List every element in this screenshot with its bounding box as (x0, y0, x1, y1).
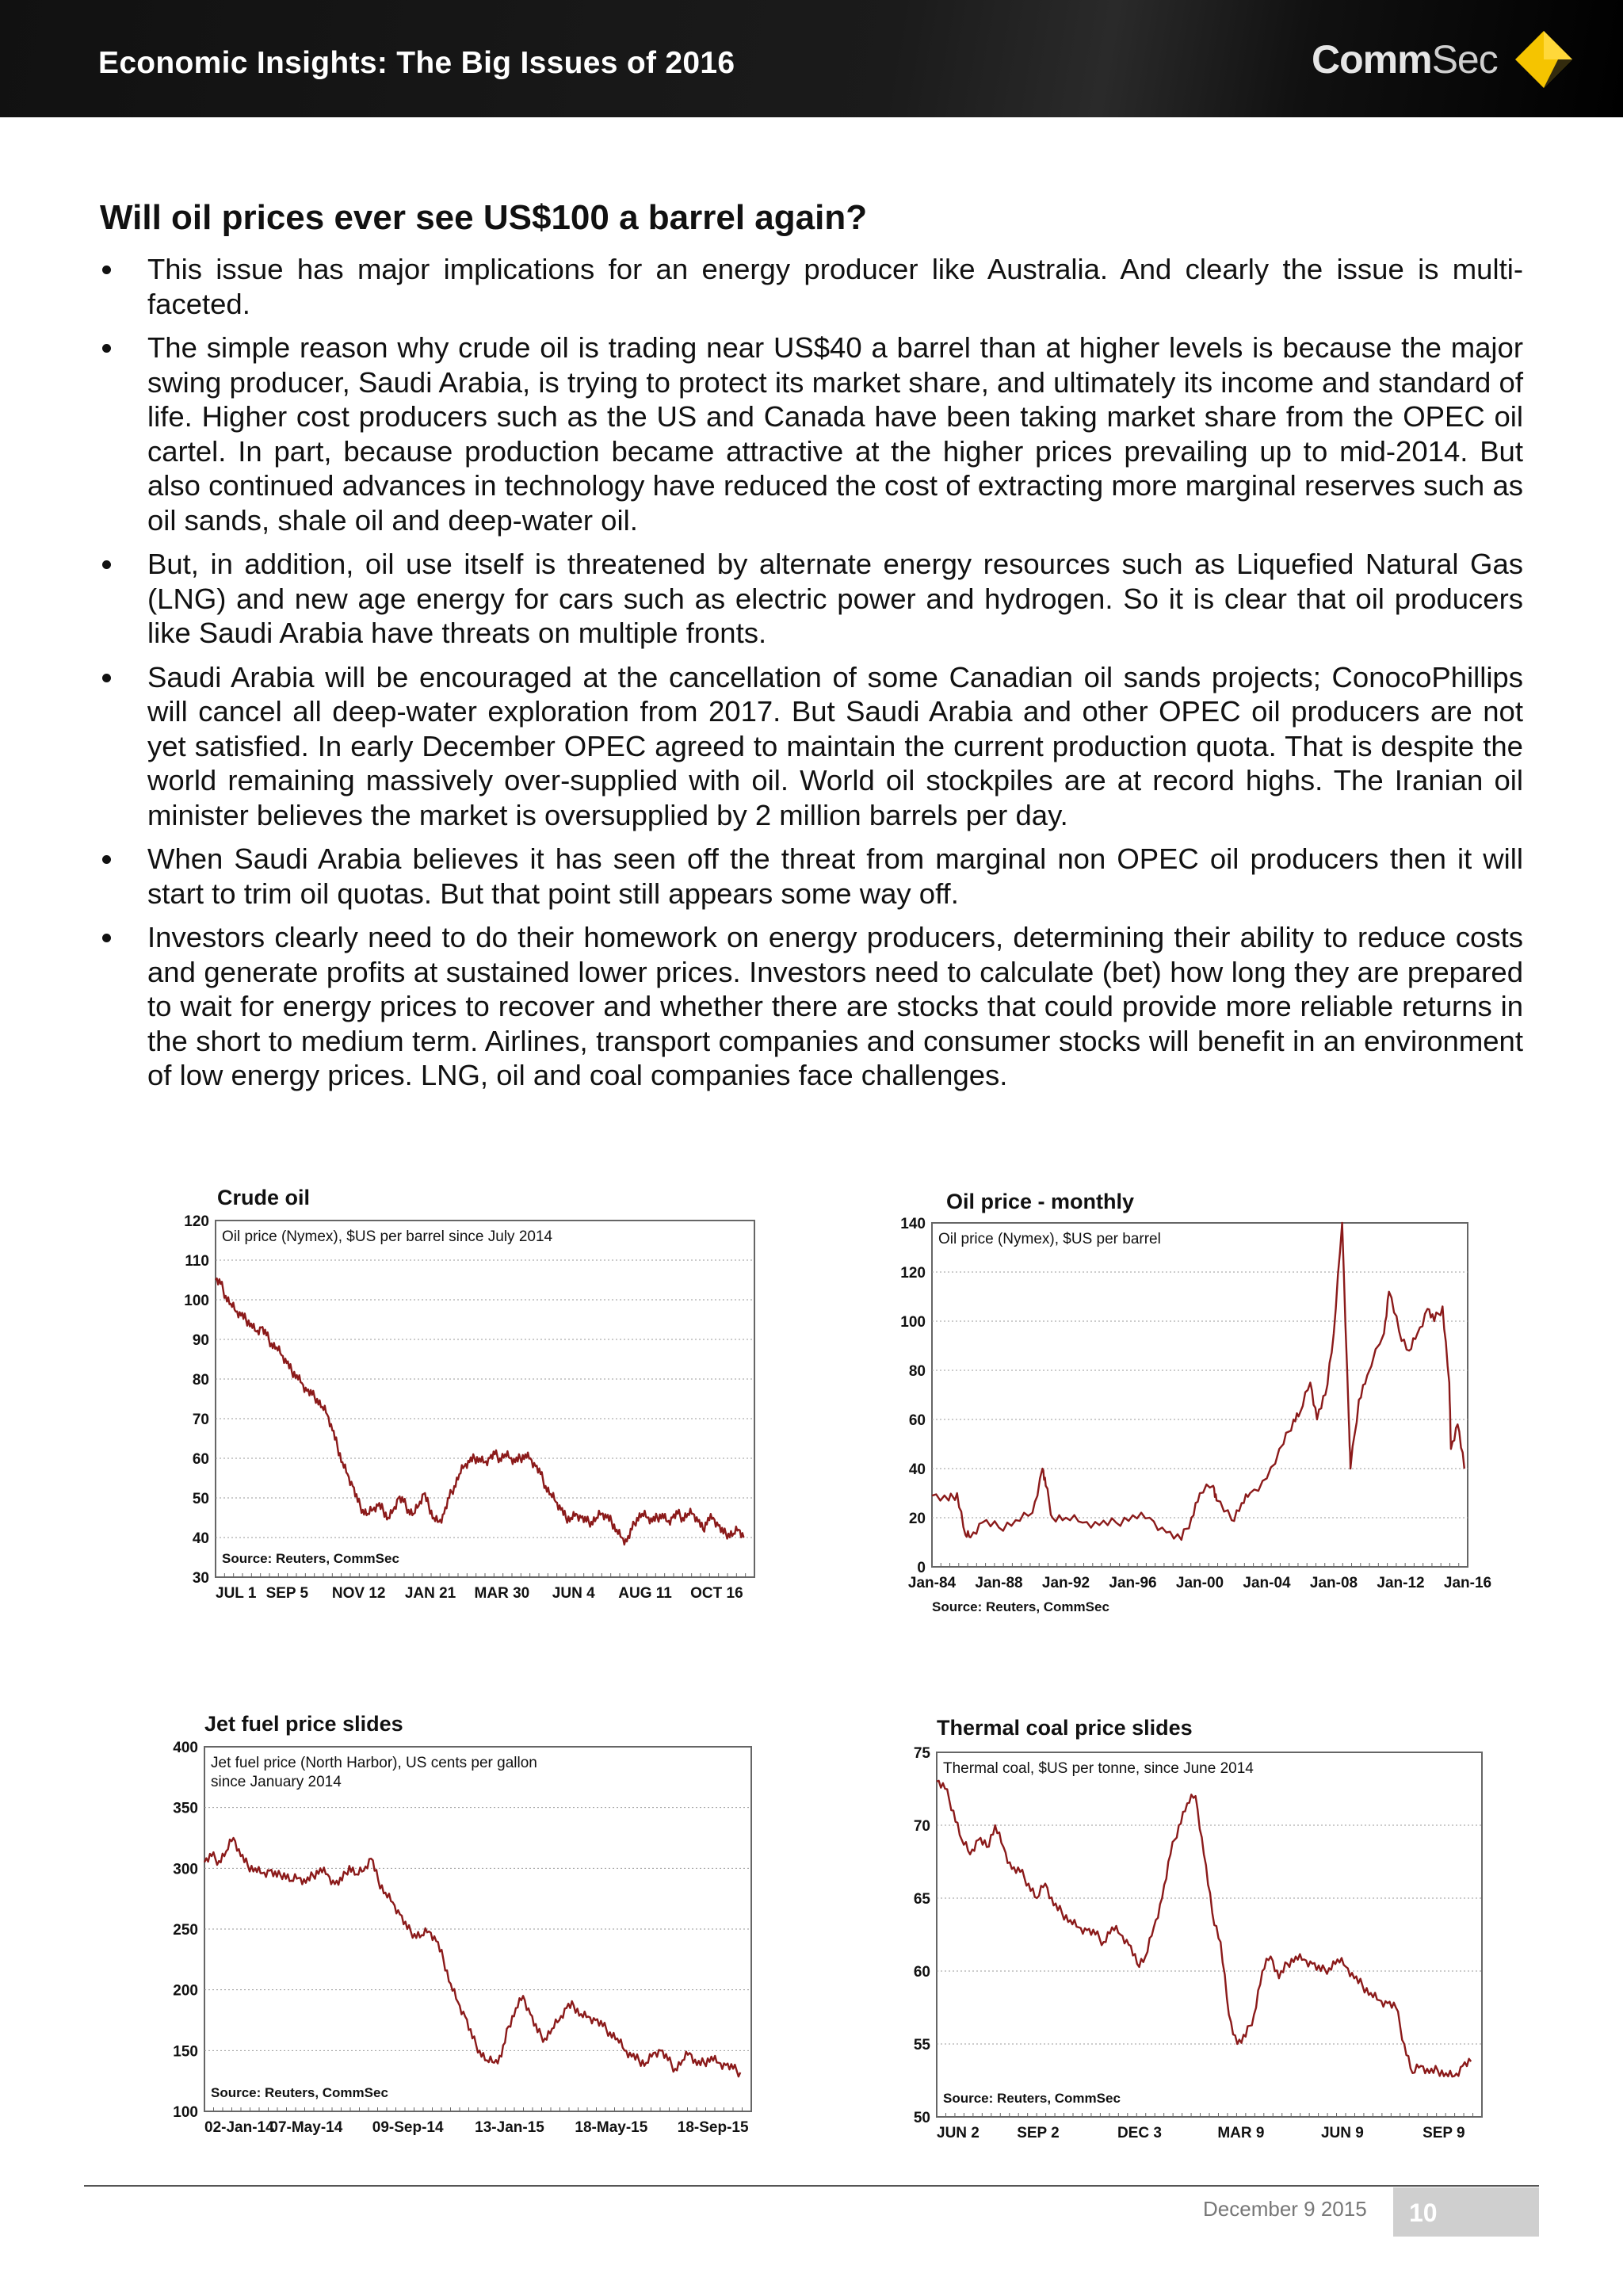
y-tick-label: 65 (913, 1891, 930, 1908)
x-tick-label: Jan-96 (1109, 1575, 1157, 1591)
x-tick-label: Jan-04 (1243, 1575, 1291, 1591)
bullet-dot-icon (102, 934, 111, 942)
logo-text-sub: Sec (1431, 37, 1498, 82)
x-tick-label: MAR 30 (474, 1585, 530, 1602)
x-tick-label: JUN 9 (1320, 2125, 1364, 2141)
page-header (0, 0, 1623, 117)
y-tick-label: 60 (908, 1412, 926, 1429)
y-tick-label: 70 (192, 1412, 209, 1428)
header-title: Economic Insights: The Big Issues of 2016 (98, 46, 735, 80)
x-tick-label: MAR 9 (1217, 2125, 1265, 2141)
chart-source: Source: Reuters, CommSec (222, 1551, 399, 1566)
y-tick-label: 200 (173, 1982, 198, 2000)
y-tick-label: 80 (908, 1363, 926, 1380)
chart-thermal-coal (888, 1716, 1514, 2144)
diamond-icon (1514, 29, 1574, 90)
footer-divider (84, 2185, 1539, 2187)
page-number: 10 (1409, 2199, 1438, 2227)
y-tick-label: 110 (185, 1253, 209, 1270)
y-tick-label: 100 (184, 1293, 209, 1309)
x-tick-label: Jan-92 (1041, 1575, 1090, 1591)
x-tick-label: Jan-16 (1443, 1575, 1492, 1591)
x-tick-label: JUN 2 (937, 2125, 980, 2141)
x-tick-label: 07-May-14 (269, 2119, 343, 2136)
x-tick-label: 09-Sep-14 (372, 2119, 444, 2136)
y-tick-label: 50 (192, 1491, 209, 1507)
x-tick-label: SEP 5 (265, 1585, 309, 1602)
chart-crude-oil (158, 1181, 777, 1625)
bullet-text: The simple reason why crude oil is trading near US$40 a barrel than at higher levels is because the major swing producer, Saudi Arabia, is trying to protect its market share, and ultimately its income and standard of life. Higher cost producers such as the US and Canada have been taking market share from the OPEC oil cartel. In part, because production became attractive at the higher prices prevailing up to mid-2014. But also continued advances in technology have reduced the cost of extracting more marginal reserves such as oil sands, shale oil and deep-water oil. (147, 331, 1523, 537)
x-tick-label: 18-May-15 (575, 2119, 648, 2136)
x-tick-label: 02-Jan-14 (204, 2119, 274, 2136)
y-tick-label: 0 (917, 1560, 926, 1576)
chart-source: Source: Reuters, CommSec (932, 1599, 1109, 1614)
chart-jet-fuel (152, 1712, 778, 2140)
footer-date: December 9 2015 (1203, 2197, 1367, 2221)
x-tick-label: AUG 11 (618, 1585, 672, 1602)
bullet-text: This issue has major implications for an energy producer like Australia. And clearly the issue is multi-faceted. (147, 253, 1523, 320)
chart-subtitle: Jet fuel price (North Harbor), US cents per gallon (211, 1755, 537, 1771)
y-tick-label: 40 (908, 1461, 926, 1478)
y-tick-label: 60 (913, 1964, 930, 1981)
bullet-item (100, 920, 1523, 1093)
y-tick-label: 150 (173, 2043, 198, 2061)
y-tick-label: 350 (173, 1800, 198, 1817)
chart-oil-monthly (880, 1185, 1514, 1629)
bullet-dot-icon (102, 674, 111, 682)
x-tick-label: SEP 2 (1017, 2125, 1060, 2141)
commsec-logo (1312, 32, 1574, 87)
y-tick-label: 100 (173, 2104, 198, 2121)
oil-monthly-chart-svg (880, 1185, 1514, 1629)
bullet-dot-icon (102, 855, 111, 864)
bullet-item (100, 547, 1523, 651)
x-tick-label: Jan-00 (1175, 1575, 1224, 1591)
x-tick-label: OCT 16 (690, 1585, 743, 1602)
logo-text (1312, 36, 1498, 82)
x-tick-label: Jan-84 (907, 1575, 957, 1591)
bullet-text: But, in addition, oil use itself is threatened by alternate energy resources such as Liquefied Natural Gas (LNG) and new age energy for cars such as electric power and hydrogen. So it is clear that oil producers like Saudi Arabia have threats on multiple fronts. (147, 548, 1523, 649)
y-tick-label: 120 (184, 1213, 209, 1230)
chart-title: Jet fuel price slides (204, 1712, 403, 1736)
thermal-coal-chart-svg (888, 1716, 1514, 2144)
x-tick-label: JUN 4 (552, 1585, 595, 1602)
x-tick-label: SEP 9 (1423, 2125, 1465, 2141)
crude-oil-chart-svg (158, 1181, 777, 1625)
y-tick-label: 90 (192, 1332, 209, 1349)
x-tick-label: DEC 3 (1117, 2125, 1162, 2141)
bullet-item (100, 842, 1523, 911)
chart-title: Crude oil (217, 1186, 311, 1209)
chart-subtitle-line2: since January 2014 (211, 1774, 342, 1790)
page-number-box (1393, 2187, 1539, 2237)
jet-fuel-chart-svg (152, 1712, 778, 2140)
x-tick-label: 18-Sep-15 (677, 2119, 749, 2136)
bullet-item (100, 252, 1523, 321)
x-tick-label: Jan-08 (1309, 1575, 1358, 1591)
y-tick-label: 250 (173, 1922, 198, 1939)
bullet-item (100, 660, 1523, 833)
section-title: Will oil prices ever see US$100 a barrel again? (100, 198, 868, 237)
plot-area (932, 1223, 1468, 1567)
logo-text-main: Comm (1312, 37, 1432, 82)
y-tick-label: 70 (913, 1818, 930, 1835)
x-tick-label: Jan-88 (975, 1575, 1023, 1591)
y-tick-label: 75 (913, 1745, 930, 1762)
x-tick-label: JUL 1 (216, 1585, 257, 1602)
chart-title: Oil price - monthly (946, 1190, 1135, 1213)
x-tick-label: NOV 12 (331, 1585, 386, 1602)
bullet-item (100, 330, 1523, 537)
bullet-dot-icon (102, 560, 111, 569)
plot-area (216, 1221, 754, 1577)
bullet-text: Investors clearly need to do their homework on energy producers, determining their ability to reduce costs and generate profits at sustained lower prices. Investors need to calculate (bet) how long they are prepared to wait for energy prices to recover and whether there are stocks that could provide more reliable returns in the short to medium term. Airlines, transport companies and consumer stocks will benefit in an environment of low energy prices. LNG, oil and coal companies face challenges. (147, 921, 1523, 1091)
bullet-dot-icon (102, 344, 111, 353)
y-tick-label: 80 (192, 1372, 209, 1389)
y-tick-label: 20 (908, 1511, 926, 1527)
chart-title: Thermal coal price slides (937, 1716, 1193, 1740)
y-tick-label: 60 (192, 1451, 209, 1468)
x-tick-label: 13-Jan-15 (475, 2119, 544, 2136)
y-tick-label: 140 (900, 1216, 926, 1232)
chart-subtitle: Thermal coal, $US per tonne, since June 2014 (943, 1760, 1254, 1777)
bullet-text: Saudi Arabia will be encouraged at the cancellation of some Canadian oil sands projects; ConocoPhillips will cancel all deep-water exploration from 2017. But Saudi Arabia and other OPEC oil producers are not yet satisfied. In early December OPEC agreed to maintain the current production quota. That is despite the world remaining massively over-supplied with oil. World oil stockpiles are at record highs. The Iranian oil minister believes the market is oversupplied by 2 million barrels per day. (147, 660, 1523, 831)
y-tick-label: 120 (900, 1265, 926, 1282)
y-tick-label: 400 (173, 1740, 198, 1756)
plot-area (937, 1752, 1482, 2117)
y-tick-label: 100 (900, 1314, 926, 1331)
y-tick-label: 40 (192, 1530, 209, 1547)
y-tick-label: 50 (913, 2110, 930, 2126)
x-tick-label: JAN 21 (404, 1585, 456, 1602)
bullet-list (100, 252, 1523, 1102)
y-tick-label: 30 (192, 1570, 209, 1587)
y-tick-label: 300 (173, 1861, 198, 1878)
chart-subtitle: Oil price (Nymex), $US per barrel (938, 1231, 1161, 1247)
chart-subtitle: Oil price (Nymex), $US per barrel since July 2014 (222, 1228, 553, 1245)
bullet-text: When Saudi Arabia believes it has seen off the threat from marginal non OPEC oil producers then it will start to trim oil quotas. But that point still appears some way off. (147, 842, 1523, 910)
chart-source: Source: Reuters, CommSec (943, 2091, 1121, 2106)
chart-source: Source: Reuters, CommSec (211, 2085, 388, 2100)
y-tick-label: 55 (913, 2037, 930, 2053)
x-tick-label: Jan-12 (1377, 1575, 1425, 1591)
bullet-dot-icon (102, 266, 111, 274)
